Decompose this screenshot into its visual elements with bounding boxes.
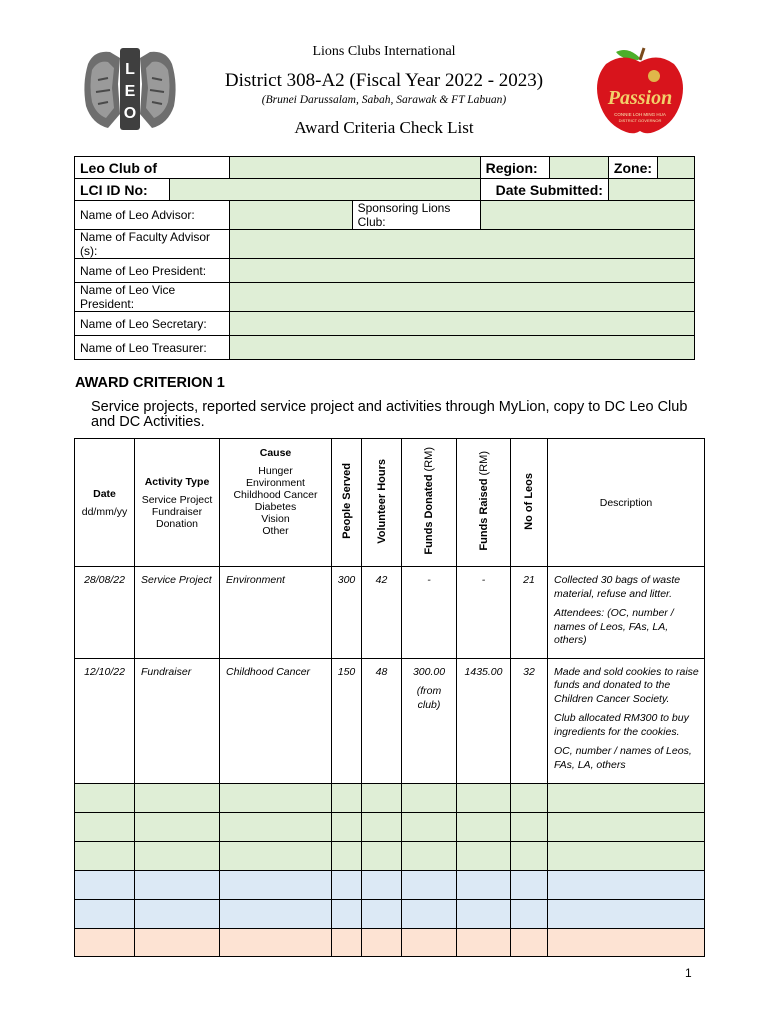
row-date: 12/10/22 bbox=[84, 665, 125, 678]
faculty-advisor-label: Name of Faculty Advisor (s): bbox=[75, 230, 230, 259]
description-header bbox=[548, 439, 705, 567]
funds-raised-unit: (RM) bbox=[477, 451, 490, 476]
row-volunteer-hours: 48 bbox=[375, 665, 388, 678]
row-cause: Childhood Cancer bbox=[226, 665, 311, 678]
table-row bbox=[75, 567, 705, 659]
svg-text:Passion: Passion bbox=[607, 87, 673, 109]
row-description-line: OC, number / names of Leos, FAs, LA, others bbox=[554, 745, 692, 771]
cause-option: Diabetes bbox=[254, 501, 297, 513]
club-info-table bbox=[74, 156, 695, 360]
criterion-title: AWARD CRITERION 1 bbox=[75, 375, 225, 391]
zone-label: Zone: bbox=[608, 157, 657, 179]
date-format-hint: dd/mm/yy bbox=[81, 505, 128, 518]
leo-treasurer-label: Name of Leo Treasurer: bbox=[75, 336, 230, 360]
people-served-title: People Served bbox=[340, 463, 353, 539]
leo-secretary-label: Name of Leo Secretary: bbox=[75, 312, 230, 336]
cause-option: Vision bbox=[261, 513, 290, 525]
row-funds-donated: - bbox=[427, 574, 431, 586]
funds-raised-title: Funds Raised bbox=[477, 478, 490, 551]
volunteer-hours-title: Volunteer Hours bbox=[375, 458, 388, 544]
empty-row[interactable] bbox=[75, 928, 705, 956]
row-funds-raised: - bbox=[481, 574, 486, 586]
activity-type-header bbox=[135, 439, 220, 567]
no-of-leos-title: No of Leos bbox=[523, 472, 535, 530]
organization-name: Lions Clubs International bbox=[312, 44, 456, 59]
leo-club-label: Leo Club of bbox=[75, 157, 230, 179]
svg-text:O: O bbox=[123, 105, 137, 122]
row-volunteer-hours: 42 bbox=[375, 574, 388, 586]
cause-option: Other bbox=[262, 525, 289, 537]
row-funds-donated-note: (from club) bbox=[416, 685, 442, 711]
page-title: Award Criteria Check List bbox=[294, 118, 474, 137]
svg-text:L: L bbox=[125, 61, 135, 78]
leo-president-label: Name of Leo President: bbox=[75, 259, 230, 283]
cause-option: Childhood Cancer bbox=[233, 489, 318, 501]
svg-text:DISTRICT GOVERNOR: DISTRICT GOVERNOR bbox=[618, 118, 662, 123]
row-description-line: Club allocated RM300 to buy ingredients for the cookies. bbox=[554, 712, 689, 738]
svg-text:E: E bbox=[124, 83, 136, 100]
empty-row[interactable] bbox=[75, 783, 705, 812]
region-field[interactable] bbox=[549, 157, 608, 179]
table-row bbox=[75, 658, 705, 783]
date-submitted-field[interactable] bbox=[608, 179, 694, 201]
leo-advisor-field[interactable] bbox=[229, 201, 352, 230]
funds-donated-header bbox=[402, 439, 457, 567]
cause-header bbox=[220, 439, 332, 567]
funds-donated-title: Funds Donated bbox=[423, 474, 435, 555]
empty-row[interactable] bbox=[75, 870, 705, 899]
district-region: (Brunei Darussalam, Sabah, Sarawak & FT Labuan) bbox=[261, 94, 507, 106]
row-description-line: Attendees: (OC, number / names of Leos, FAs, LA, others) bbox=[554, 607, 674, 646]
faculty-advisor-field[interactable] bbox=[229, 230, 694, 259]
funds-donated-unit: (RM) bbox=[423, 447, 435, 472]
empty-row[interactable] bbox=[75, 841, 705, 870]
row-funds-donated: 300.00 bbox=[412, 665, 446, 678]
cause-option: Hunger bbox=[258, 465, 293, 477]
leo-vice-president-field[interactable] bbox=[229, 283, 694, 312]
leo-treasurer-field[interactable] bbox=[229, 336, 694, 360]
volunteer-hours-header bbox=[362, 439, 402, 567]
criterion-description: Service projects, reported service project and activities through MyLion, copy to DC Leo Club and DC Activities. bbox=[91, 399, 688, 430]
row-description-line: Collected 30 bags of waste material, refuse and litter. bbox=[554, 574, 681, 600]
row-activity: Service Project bbox=[141, 574, 212, 586]
description-title: Description bbox=[599, 496, 653, 509]
leo-vice-president-label: Name of Leo Vice President: bbox=[75, 283, 230, 312]
district-title: District 308-A2 (Fiscal Year 2022 - 2023) bbox=[224, 70, 544, 91]
leo-advisor-label: Name of Leo Advisor: bbox=[75, 201, 230, 230]
row-activity: Fundraiser bbox=[141, 665, 192, 678]
activity-option: Fundraiser bbox=[151, 505, 203, 518]
leo-secretary-field[interactable] bbox=[229, 312, 694, 336]
people-served-header bbox=[332, 439, 362, 567]
row-funds-raised: 1435.00 bbox=[464, 665, 503, 678]
row-people-served: 150 bbox=[337, 665, 356, 678]
date-header bbox=[75, 439, 135, 567]
empty-row[interactable] bbox=[75, 899, 705, 928]
funds-raised-header bbox=[457, 439, 511, 567]
lci-id-field[interactable] bbox=[170, 179, 480, 201]
leo-club-field[interactable] bbox=[229, 157, 480, 179]
row-people-served: 300 bbox=[337, 574, 356, 586]
sponsoring-club-label: Sponsoring Lions Club: bbox=[352, 201, 480, 230]
date-submitted-label: Date Submitted: bbox=[480, 179, 608, 201]
page-number: 1 bbox=[685, 966, 692, 980]
leo-president-field[interactable] bbox=[229, 259, 694, 283]
row-cause: Environment bbox=[226, 574, 285, 586]
activity-option: Donation bbox=[155, 517, 199, 530]
empty-row[interactable] bbox=[75, 812, 705, 841]
region-label: Region: bbox=[480, 157, 549, 179]
row-no-of-leos: 32 bbox=[523, 665, 535, 678]
sponsoring-club-field[interactable] bbox=[480, 201, 694, 230]
svg-text:CONNIE LOH MING HUA: CONNIE LOH MING HUA bbox=[614, 112, 666, 117]
lci-id-label: LCI ID No: bbox=[75, 179, 170, 201]
activity-type-title: Activity Type bbox=[144, 475, 210, 488]
zone-field[interactable] bbox=[658, 157, 695, 179]
row-description-line: Made and sold cookies to raise funds and donated to the Children Cancer Society. bbox=[554, 665, 699, 705]
activity-option: Service Project bbox=[141, 493, 213, 506]
row-no-of-leos: 21 bbox=[523, 574, 535, 586]
cause-option: Environment bbox=[246, 477, 305, 489]
no-of-leos-header bbox=[511, 439, 548, 567]
date-header-title: Date bbox=[93, 487, 116, 500]
cause-title: Cause bbox=[259, 447, 292, 459]
activity-table bbox=[74, 438, 705, 957]
row-date: 28/08/22 bbox=[84, 574, 125, 586]
passion-apple-logo bbox=[592, 44, 688, 136]
